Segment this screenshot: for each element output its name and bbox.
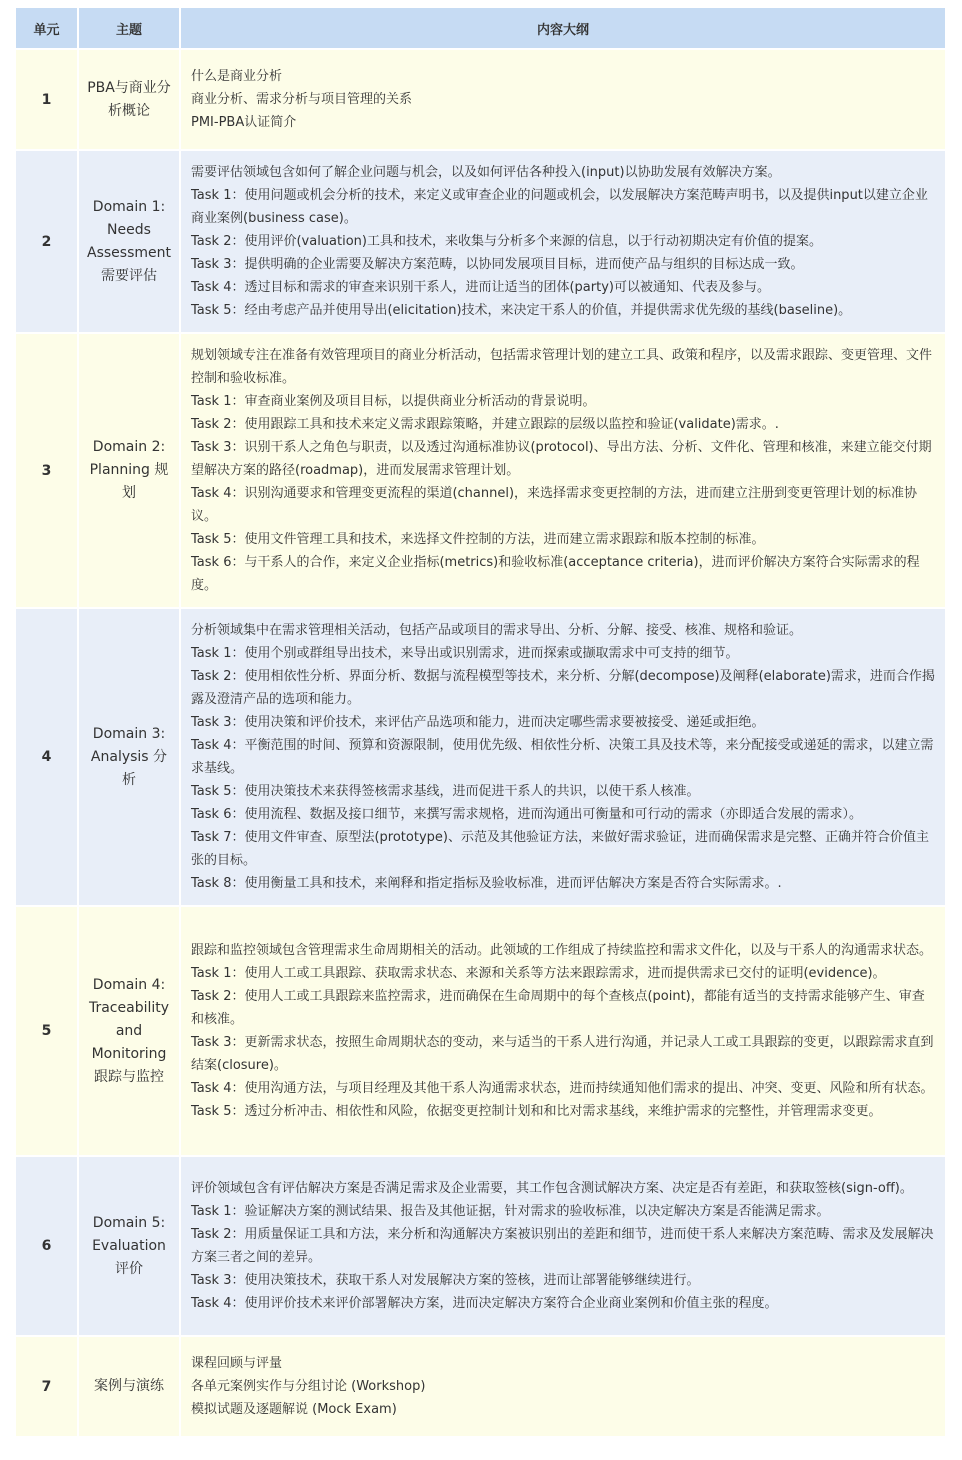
outline-line: Task 4：识别沟通要求和管理变更流程的渠道(channel)，来选择需求变更控制的方法，进而建立注册到变更管理计划的标准协议。 [191,486,918,524]
content-outline [180,333,946,608]
outline-line: Task 2：使用人工或工具跟踪来监控需求，进而确保在生命周期中的每个查核点(point)，都能有适当的支持需求能够产生、审查和核准。 [191,989,925,1027]
header-outline: 内容大纲 [180,7,946,49]
outline-line: 需要评估领域包含如何了解企业问题与机会，以及如何评估各种投入(input)以协助发展有效解决方案。 [191,165,781,180]
unit-number: 5 [15,906,78,1156]
outline-line: Task 3：识别干系人之角色与职责，以及透过沟通标准协议(protocol)、导出方法、分析、文件化、管理和核准，来建立能交付期望解决方案的路径(roadmap)，进而发展需求管理计划。 [191,440,932,478]
outline-line: 跟踪和监控领域包含管理需求生命周期相关的活动。此领域的工作组成了持续监控和需求文件化，以及与干系人的沟通需求状态。 [191,943,933,958]
table-header-row [15,7,946,49]
outline-line: 商业分析、需求分析与项目管理的关系 [191,92,413,107]
outline-line: Task 5：使用决策技术来获得签核需求基线，进而促进干系人的共识，以使干系人核准。 [191,784,700,799]
unit-number: 3 [15,333,78,608]
course-outline-table [14,6,947,1438]
table-row [15,1156,946,1336]
outline-line: Task 1：验证解决方案的测试结果、报告及其他证据，针对需求的验收标准，以决定解决方案是否能满足需求。 [191,1204,830,1219]
outline-line: Task 3：使用决策技术，获取干系人对发展解决方案的签核，进而让部署能够继续进行。 [191,1273,700,1288]
unit-number: 7 [15,1336,78,1437]
outline-line: Task 1：使用个别或群组导出技术，来导出或识别需求，进而探索或撷取需求中可支持的细节。 [191,646,739,661]
topic-title: Domain 5: Evaluation 评价 [78,1156,180,1336]
topic-title: 案例与演练 [78,1336,180,1437]
unit-number: 1 [15,49,78,150]
header-unit: 单元 [15,7,78,49]
topic-title: Domain 1: Needs Assessment 需要评估 [78,150,180,333]
outline-line: Task 4：使用沟通方法，与项目经理及其他干系人沟通需求状态，进而持续通知他们需求的提出、冲突、变更、风险和所有状态。 [191,1081,934,1096]
content-outline [180,608,946,906]
table-row [15,906,946,1156]
unit-number: 6 [15,1156,78,1336]
outline-line: 评价领域包含有评估解决方案是否满足需求及企业需要，其工作包含测试解决方案、决定是否有差距，和获取签核(sign-off)。 [191,1181,913,1196]
topic-title: Domain 3: Analysis 分析 [78,608,180,906]
content-outline [180,1156,946,1336]
unit-number: 4 [15,608,78,906]
outline-line: Task 5：使用文件管理工具和技术，来选择文件控制的方法，进而建立需求跟踪和版本控制的标准。 [191,532,765,547]
outline-line: Task 6：使用流程、数据及接口细节，来撰写需求规格，进而沟通出可衡量和可行动的需求（亦即适合发展的需求）。 [191,807,862,822]
outline-line: Task 7：使用文件审查、原型法(prototype)、示范及其他验证方法，来做好需求验证，进而确保需求是完整、正确并符合价值主张的目标。 [191,830,929,868]
outline-line: Task 2：使用跟踪工具和技术来定义需求跟踪策略，并建立跟踪的层级以监控和验证(validate)需求。. [191,417,779,432]
outline-line: Task 3：使用决策和评价技术，来评估产品选项和能力，进而决定哪些需求要被接受、递延或拒绝。 [191,715,765,730]
outline-line: PMI-PBA认证简介 [191,115,297,130]
outline-line: 课程回顾与评量 [191,1356,283,1371]
outline-line: 各单元案例实作与分组讨论 (Workshop) [191,1379,426,1394]
outline-line: Task 1：审查商业案例及项目目标，以提供商业分析活动的背景说明。 [191,394,596,409]
outline-line: Task 6：与干系人的合作，来定义企业指标(metrics)和验收标准(acceptance criteria)，进而评价解决方案符合实际需求的程度。 [191,555,920,593]
content-outline [180,1336,946,1437]
outline-line: 分析领域集中在需求管理相关活动，包括产品或项目的需求导出、分析、分解、接受、核准、规格和验证。 [191,623,803,638]
topic-title: Domain 2: Planning 规划 [78,333,180,608]
header-topic: 主题 [78,7,180,49]
outline-line: Task 4：平衡范围的时间、预算和资源限制，使用优先级、相依性分析、决策工具及技术等，来分配接受或递延的需求，以建立需求基线。 [191,738,934,776]
outline-line: Task 2：用质量保证工具和方法，来分析和沟通解决方案被识别出的差距和细节，进而使干系人来解决方案范畴、需求及发展解决方案三者之间的差异。 [191,1227,934,1265]
table-row [15,608,946,906]
outline-line: Task 3：提供明确的企业需要及解决方案范畴，以协同发展项目目标，进而使产品与组织的目标达成一致。 [191,257,804,272]
topic-title: Domain 4: Traceability and Monitoring 跟踪与监控 [78,906,180,1156]
outline-line: Task 1：使用人工或工具跟踪、获取需求状态、来源和关系等方法来跟踪需求，进而提供需求已交付的证明(evidence)。 [191,966,886,981]
outline-line: Task 1：使用问题或机会分析的技术，来定义或审查企业的问题或机会，以发展解决方案范畴声明书，以及提供input以建立企业商业案例(business case)。 [191,188,928,226]
table-row [15,1336,946,1437]
content-outline [180,49,946,150]
table-row [15,150,946,333]
table-row [15,49,946,150]
content-outline [180,906,946,1156]
outline-line: Task 2：使用相依性分析、界面分析、数据与流程模型等技术，来分析、分解(decompose)及阐释(elaborate)需求，进而合作揭露及澄清产品的选项和能力。 [191,669,935,707]
topic-title: PBA与商业分析概论 [78,49,180,150]
outline-line: Task 8：使用衡量工具和技术，来阐释和指定指标及验收标准，进而评估解决方案是否符合实际需求。. [191,876,782,891]
table-row [15,333,946,608]
outline-line: Task 4：使用评价技术来评价部署解决方案，进而决定解决方案符合企业商业案例和价值主张的程度。 [191,1296,778,1311]
outline-line: Task 3：更新需求状态，按照生命周期状态的变动，来与适当的干系人进行沟通，并记录人工或工具跟踪的变更，以跟踪需求直到结案(closure)。 [191,1035,934,1073]
outline-line: 模拟试题及逐题解说 (Mock Exam) [191,1402,397,1417]
outline-line: Task 4：透过目标和需求的审查来识别干系人，进而让适当的团体(party)可以被通知、代表及参与。 [191,280,770,295]
outline-line: 规划领域专注在准备有效管理项目的商业分析活动，包括需求管理计划的建立工具、政策和程序，以及需求跟踪、变更管理、文件控制和验收标准。 [191,348,933,386]
outline-line: Task 2：使用评价(valuation)工具和技术，来收集与分析多个来源的信息，以于行动初期决定有价值的提案。 [191,234,822,249]
outline-line: Task 5：经由考虑产品并使用导出(elicitation)技术，来决定干系人的价值，并提供需求优先级的基线(baseline)。 [191,303,852,318]
content-outline [180,150,946,333]
course-outline [14,6,945,1438]
outline-line: Task 5：透过分析冲击、相依性和风险，依据变更控制计划和和比对需求基线，来维护需求的完整性，并管理需求变更。 [191,1104,882,1119]
outline-line: 什么是商业分析 [191,69,283,84]
unit-number: 2 [15,150,78,333]
